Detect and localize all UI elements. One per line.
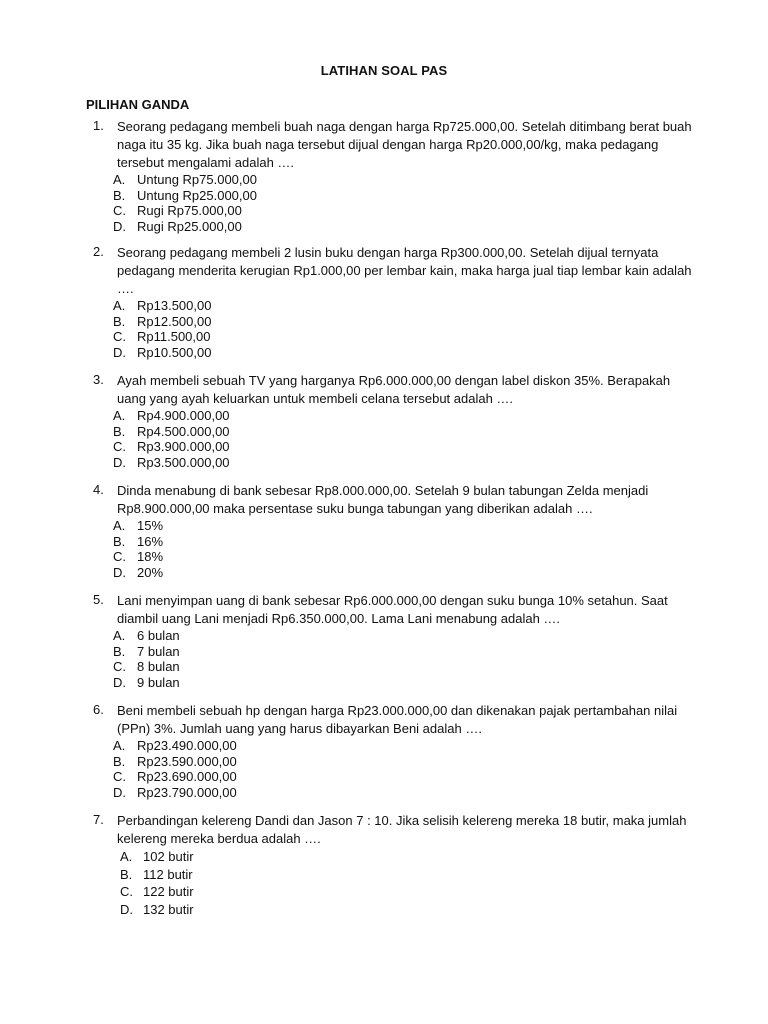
option-text: Rugi Rp75.000,00 [137, 203, 242, 218]
option-b [113, 424, 693, 440]
option-letter: D. [113, 784, 126, 800]
option-d [113, 785, 693, 801]
question-text: Lani menyimpan uang di bank sebesar Rp6.000.000,00 dengan suku bunga 10% setahun. Saat diambil uang Lani menjadi Rp6.350.000,00. Lama Lani menabung adalah …. [117, 593, 668, 626]
option-text: 20% [137, 564, 164, 580]
question-7 [93, 812, 693, 918]
option-text: Rp3.900.000,00 [137, 439, 230, 454]
option-text: Rp11.500,00 [137, 329, 211, 344]
option-b [120, 866, 693, 884]
option-letter: A. [120, 849, 133, 864]
question-text: Ayah membeli sebuah TV yang harganya Rp6.000.000,00 dengan label diskon 35%. Berapakah uang yang ayah keluarkan untuk membeli celana tersebut adalah …. [117, 373, 671, 406]
question-text: Beni membeli sebuah hp dengan harga Rp23.000.000,00 dan dikenakan pajak pertambahan nilai (PPn) 3%. Jumlah uang yang harus dibayarkan Beni adalah …. [117, 703, 678, 736]
answer-options [93, 628, 693, 690]
option-a [113, 408, 693, 424]
option-text: Rp23.690.000,00 [137, 769, 237, 784]
option-text: 122 butir [143, 884, 194, 899]
option-b [113, 314, 693, 330]
option-letter: C. [113, 659, 126, 674]
option-text: Rp10.500,00 [137, 344, 212, 360]
option-letter: C. [113, 203, 126, 218]
option-c [113, 439, 693, 455]
option-text: 15% [137, 518, 164, 533]
option-letter: B. [113, 313, 126, 329]
option-letter: D. [113, 344, 126, 360]
option-c [113, 659, 693, 675]
option-letter: C. [120, 884, 133, 899]
option-text: 132 butir [143, 901, 194, 917]
option-d [113, 455, 693, 471]
answer-options [93, 518, 693, 580]
option-a [113, 518, 693, 534]
question-number: 6. [93, 702, 104, 717]
question-5 [93, 592, 693, 690]
option-text: Rp13.500,00 [137, 298, 212, 313]
question-number: 3. [93, 372, 104, 387]
option-text: 112 butir [143, 866, 193, 882]
option-text: Rp3.500.000,00 [137, 454, 230, 470]
option-letter: C. [113, 549, 126, 564]
option-letter: A. [113, 172, 126, 187]
option-letter: B. [120, 866, 133, 882]
question-text: Perbandingan kelereng Dandi dan Jason 7 : 10. Jika selisih kelereng mereka 18 butir, maka jumlah kelereng mereka berdua adalah …. [117, 813, 687, 846]
option-d [120, 901, 693, 919]
option-letter: C. [113, 439, 126, 454]
question-4 [93, 482, 693, 580]
option-d [113, 219, 693, 235]
option-text: Rp4.500.000,00 [137, 423, 230, 439]
question-3 [93, 372, 693, 470]
question-number: 4. [93, 482, 104, 497]
option-letter: B. [113, 187, 126, 203]
option-text: Rp23.490.000,00 [137, 738, 237, 753]
option-text: Rp12.500,00 [137, 313, 212, 329]
option-letter: B. [113, 423, 126, 439]
option-d [113, 675, 693, 691]
question-text: Seorang pedagang membeli 2 lusin buku dengan harga Rp300.000,00. Setelah dijual ternyata pedagang menderita kerugian Rp1.000,00 per lembar kain, maka harga jual tiap lembar kain adalah …. [117, 245, 692, 296]
option-b [113, 188, 693, 204]
option-text: Untung Rp75.000,00 [137, 172, 257, 187]
option-d [113, 565, 693, 581]
option-letter: D. [113, 454, 126, 470]
option-text: 16% [137, 533, 164, 549]
option-text: Rp4.900.000,00 [137, 408, 230, 423]
answer-options [93, 738, 693, 800]
option-a [113, 628, 693, 644]
page-title: LATIHAN SOAL PAS [320, 63, 448, 78]
question-text: Seorang pedagang membeli buah naga dengan harga Rp725.000,00. Setelah ditimbang berat buah naga itu 35 kg. Jika buah naga tersebut dijual dengan harga Rp20.000,00/kg, maka pedagang tersebut mengalami adalah …. [117, 119, 692, 170]
option-letter: C. [113, 769, 126, 784]
option-letter: A. [113, 628, 126, 643]
option-letter: B. [113, 643, 126, 659]
option-text: 7 bulan [137, 643, 180, 659]
option-letter: D. [113, 674, 126, 690]
option-text: 102 butir [143, 849, 194, 864]
option-c [113, 329, 693, 345]
option-text: 6 bulan [137, 628, 180, 643]
option-b [113, 754, 693, 770]
question-2 [93, 244, 693, 360]
option-a [120, 848, 693, 866]
option-text: 9 bulan [137, 674, 180, 690]
question-number: 5. [93, 592, 104, 607]
question-number: 2. [93, 244, 104, 259]
option-b [113, 534, 693, 550]
option-c [113, 203, 693, 219]
option-letter: A. [113, 298, 126, 313]
question-number: 1. [93, 118, 104, 133]
option-c [113, 769, 693, 785]
answer-options [93, 298, 693, 360]
option-d [113, 345, 693, 361]
option-c [120, 883, 693, 901]
answer-options [93, 408, 693, 470]
option-c [113, 549, 693, 565]
option-a [113, 172, 693, 188]
question-text: Dinda menabung di bank sebesar Rp8.000.000,00. Setelah 9 bulan tabungan Zelda menjadi Rp8.900.000,00 maka persentase suku bunga tabungan yang diberikan adalah …. [117, 483, 649, 516]
option-letter: A. [113, 738, 126, 753]
question-number: 7. [93, 812, 104, 827]
option-letter: A. [113, 408, 126, 423]
option-letter: D. [113, 564, 126, 580]
option-text: Rp23.590.000,00 [137, 753, 237, 769]
question-1 [93, 118, 693, 234]
answer-options [93, 172, 693, 234]
option-letter: B. [113, 753, 126, 769]
option-text: Untung Rp25.000,00 [137, 187, 257, 203]
option-letter: D. [113, 218, 126, 234]
option-b [113, 644, 693, 660]
option-letter: A. [113, 518, 126, 533]
option-text: Rp23.790.000,00 [137, 784, 237, 800]
option-text: Rugi Rp25.000,00 [137, 218, 242, 234]
answer-options [93, 848, 693, 918]
option-a [113, 298, 693, 314]
option-letter: D. [120, 901, 133, 917]
option-text: 8 bulan [137, 659, 180, 674]
option-letter: B. [113, 533, 126, 549]
section-heading: PILIHAN GANDA [86, 97, 190, 112]
question-6 [93, 702, 693, 800]
option-letter: C. [113, 329, 126, 344]
option-a [113, 738, 693, 754]
option-text: 18% [137, 549, 164, 564]
